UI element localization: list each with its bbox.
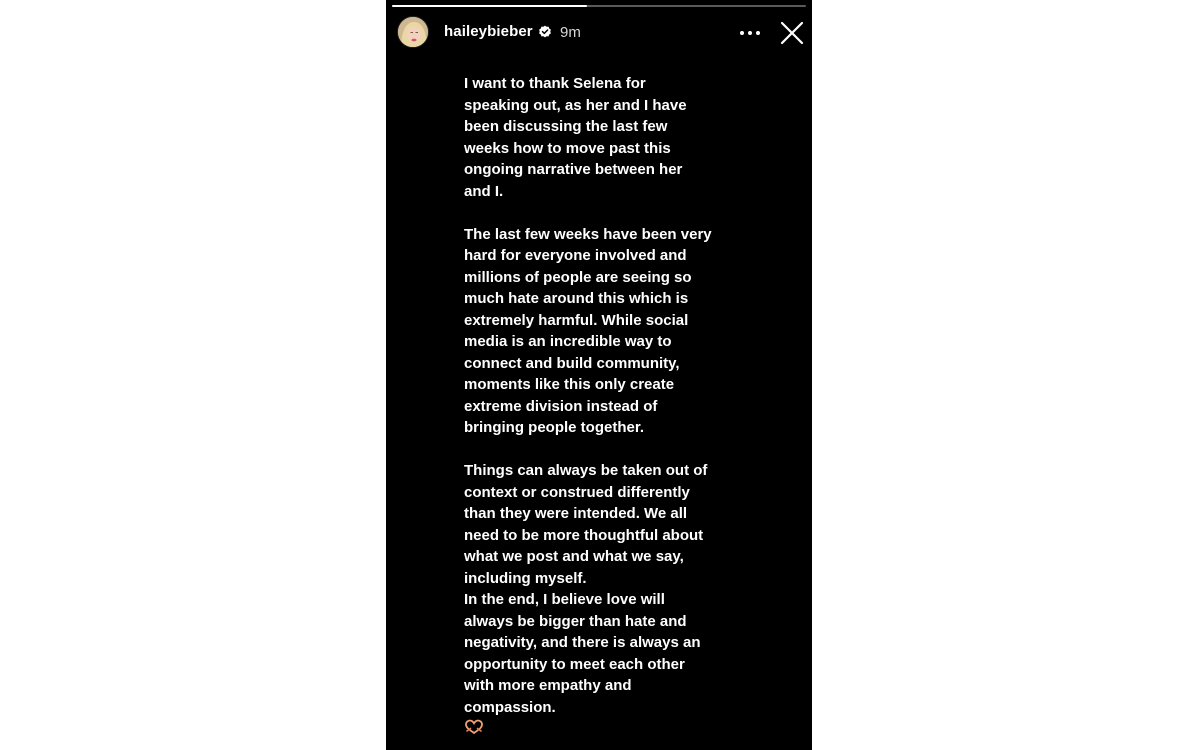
story-paragraph-1: I want to thank Selena for speaking out, as her and I have been discussing the last few weeks how to move past this ongoing narrative between her and I. [464, 75, 687, 200]
close-icon [779, 20, 805, 46]
username[interactable]: haileybieber [444, 23, 533, 40]
story-progress-bar [392, 5, 806, 7]
story-paragraph-3: Things can always be taken out of context or construed differently than they were intended. We all need to be more thoughtful about what we post and what we say, including myself. In the end, I believe love will always be bigger than hate and negativity, and there is always an opportunity to meet each other with more empathy and compassion. [464, 462, 708, 716]
post-timestamp: 9m [560, 24, 581, 41]
heart-hands-emoji [464, 719, 484, 735]
more-options-button[interactable] [736, 22, 764, 44]
story-viewer[interactable] [386, 0, 812, 750]
verified-badge-icon [538, 25, 552, 39]
story-text [464, 73, 754, 718]
avatar[interactable] [397, 16, 429, 48]
close-button[interactable] [779, 20, 805, 46]
story-paragraph-2: The last few weeks have been very hard for everyone involved and millions of people are seeing so much hate around this which is extremely harmful. While social media is an incredible way to connect and build community, moments like this only create extreme division instead of bringing people together. [464, 225, 712, 436]
more-horizontal-icon [736, 22, 764, 44]
profile-photo [398, 17, 429, 48]
story-progress-fill [392, 5, 587, 7]
